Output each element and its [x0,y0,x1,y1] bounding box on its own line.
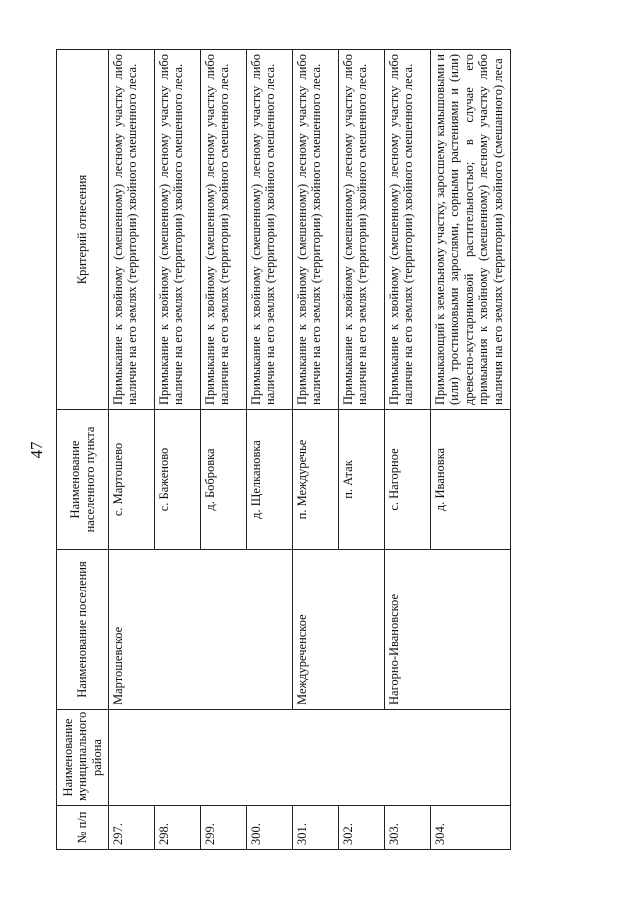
row-locality: д. Ивановка [431,410,511,550]
row-criterion: Примыкающий к земельному участку, заросшему камышовыми и (или) тростниковыми зарослями, сорными растениями и (или) древесно-кустарниковой растительностью; в случае его примыкания к хвойному (смешенному) лесному участку либо наличия на его землях (территории) хвойного (смешанного) леса [431,50,511,410]
row-locality: с. Нагорное [385,410,431,550]
row-locality: д. Щелкановка [247,410,293,550]
row-settlement [201,550,247,710]
row-num: 301. [293,806,339,850]
table-row [109,50,155,850]
row-district [109,710,155,806]
row-district [247,710,293,806]
header-settlement: Наименование поселения [57,550,109,710]
row-locality: д. Бобровка [201,410,247,550]
row-district [339,710,385,806]
table-row [385,50,431,850]
row-district [201,710,247,806]
row-num: 299. [201,806,247,850]
table-row [293,50,339,850]
settlements-table [56,49,511,850]
header-district: Наименование муниципального района [57,710,109,806]
table-row [247,50,293,850]
row-settlement [431,550,511,710]
header-num: № п/п [57,806,109,850]
row-criterion: Примыкание к хвойному (смешенному) лесному участку либо наличие на его землях (территории) хвойного смешенного леса. [247,50,293,410]
row-locality: п. Атак [339,410,385,550]
row-locality: п. Междуречье [293,410,339,550]
rotated-table-frame [56,50,510,850]
row-num: 300. [247,806,293,850]
row-num: 304. [431,806,511,850]
row-district [293,710,339,806]
row-settlement [155,550,201,710]
row-criterion: Примыкание к хвойному (смешенному) лесному участку либо наличие на его землях (территории) хвойного смешенного леса. [109,50,155,410]
table-row [431,50,511,850]
table-row [201,50,247,850]
row-locality: с. Мартошево [109,410,155,550]
row-num: 298. [155,806,201,850]
table-row [339,50,385,850]
table-row [155,50,201,850]
header-criterion: Критерий отнесения [57,50,109,410]
row-num: 297. [109,806,155,850]
row-locality: с. Баженово [155,410,201,550]
row-criterion: Примыкание к хвойному (смешенному) лесному участку либо наличие на его землях (территории) хвойного смешенного леса. [385,50,431,410]
row-district [385,710,431,806]
row-settlement [247,550,293,710]
row-settlement: Нагорно-Ивановское [385,550,431,710]
row-criterion: Примыкание к хвойному (смешенному) лесному участку либо наличие на его землях (территории) хвойного смешенного леса. [339,50,385,410]
row-settlement: Междуреченское [293,550,339,710]
table-header-row [57,50,109,850]
row-settlement [339,550,385,710]
row-num: 302. [339,806,385,850]
row-criterion: Примыкание к хвойному (смешенному) лесному участку либо наличие на его землях (территории) хвойного смешенного леса. [201,50,247,410]
row-criterion: Примыкание к хвойному (смешенному) лесному участку либо наличие на его землях (территории) хвойного смешенного леса. [155,50,201,410]
header-locality: Наименование населенного пункта [57,410,109,550]
page-number: 47 [27,441,46,459]
row-district [431,710,511,806]
row-criterion: Примыкание к хвойному (смешенному) лесному участку либо наличие на его землях (территории) хвойного смешенного леса. [293,50,339,410]
row-num: 303. [385,806,431,850]
row-settlement: Мартошевское [109,550,155,710]
row-district [155,710,201,806]
